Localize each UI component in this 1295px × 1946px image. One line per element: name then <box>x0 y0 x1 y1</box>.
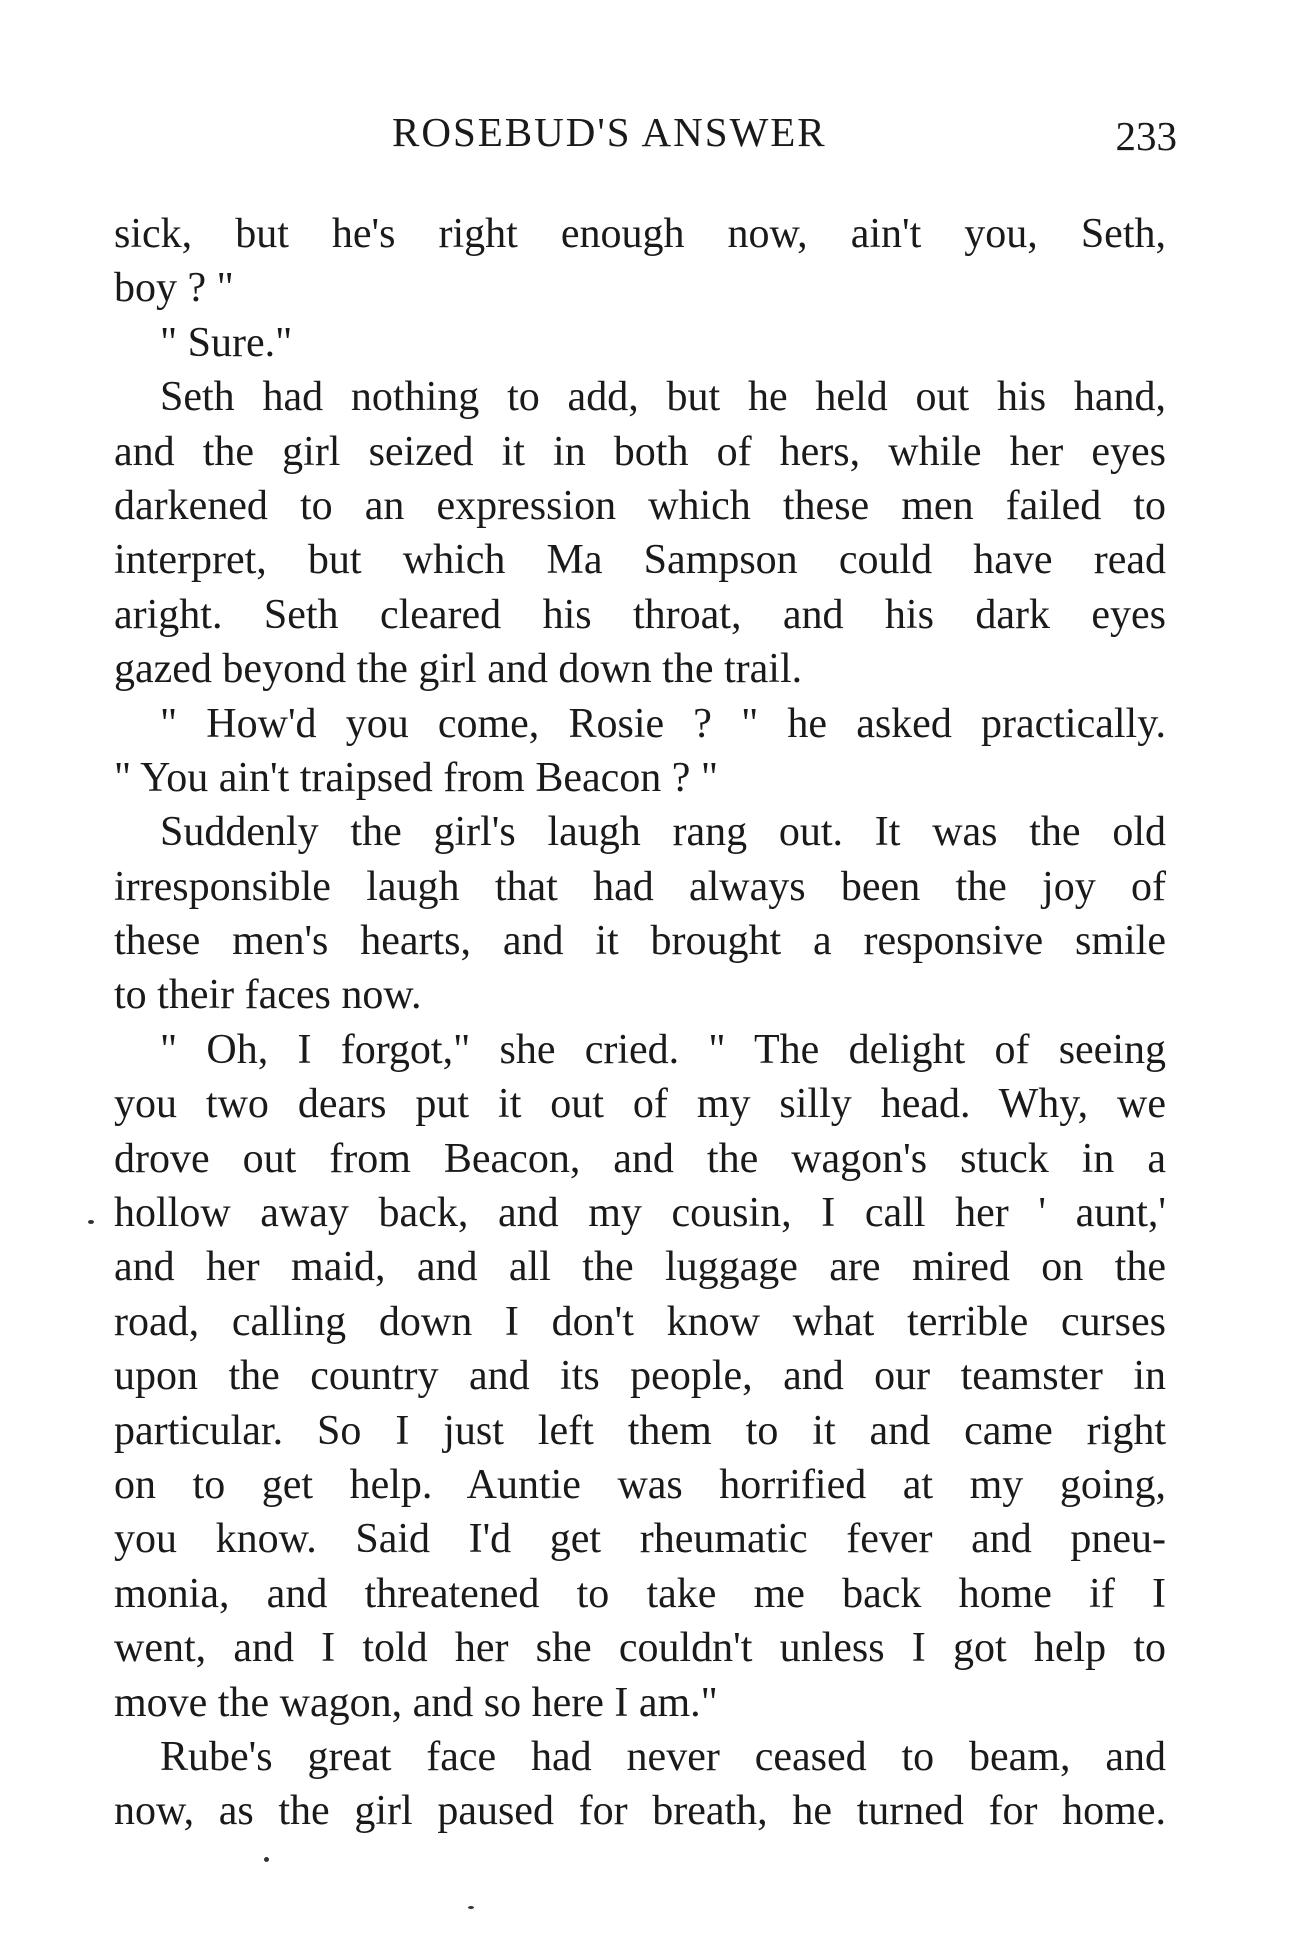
text-line: " Oh, I forgot," she cried. " The delight of seeing <box>160 1026 1166 1073</box>
text-line: upon the country and its people, and our teamster in <box>114 1353 1166 1400</box>
text-line: monia, and threatened to take me back home if I <box>114 1570 1166 1617</box>
text-line: " Sure." <box>160 319 293 366</box>
text-line: to their faces now. <box>114 972 422 1019</box>
text-line: irresponsible laugh that had always been the joy of <box>114 863 1166 910</box>
text-line: boy ? " <box>114 265 234 312</box>
body-text <box>114 207 1166 1839</box>
text-line: on to get help. Auntie was horrified at my going, <box>114 1461 1166 1508</box>
text-line: hollow away back, and my cousin, I call her ' aunt,' <box>114 1190 1166 1237</box>
text-line: move the wagon, and so here I am." <box>114 1679 718 1726</box>
text-line: you two dears put it out of my silly head. Why, we <box>114 1081 1166 1128</box>
text-line: these men's hearts, and it brought a responsive smile <box>114 918 1166 965</box>
text-line: went, and I told her she couldn't unless I got help to <box>114 1625 1166 1672</box>
running-head <box>0 104 1295 160</box>
text-line: and the girl seized it in both of hers, while her eyes <box>114 428 1166 475</box>
text-line: and her maid, and all the luggage are mired on the <box>114 1244 1166 1291</box>
text-line: sick, but he's right enough now, ain't you, Seth, <box>114 211 1166 257</box>
text-line: " How'd you come, Rosie ? " he asked practically. <box>160 700 1166 747</box>
text-line: Suddenly the girl's laugh rang out. It was the old <box>160 809 1166 856</box>
text-line: particular. So I just left them to it and came right <box>114 1407 1166 1454</box>
text-line: " You ain't traipsed from Beacon ? " <box>114 754 719 801</box>
text-line: Rube's great face had never ceased to beam, and <box>160 1733 1166 1780</box>
text-line: Seth had nothing to add, but he held out his hand, <box>160 374 1166 421</box>
text-line: aright. Seth cleared his throat, and his dark eyes <box>114 591 1166 638</box>
scan-speck <box>88 1220 94 1224</box>
page-number: 233 <box>1115 113 1177 159</box>
text-line: drove out from Beacon, and the wagon's stuck in a <box>114 1135 1166 1182</box>
running-title: ROSEBUD'S ANSWER <box>392 109 827 155</box>
scan-speck <box>468 1906 474 1909</box>
text-line: darkened to an expression which these men failed to <box>114 482 1166 529</box>
text-line: road, calling down I don't know what terrible curses <box>114 1298 1166 1345</box>
text-line: now, as the girl paused for breath, he turned for home. <box>114 1788 1166 1835</box>
scan-speck <box>264 1857 269 1862</box>
text-line: interpret, but which Ma Sampson could have read <box>114 537 1166 584</box>
text-line: you know. Said I'd get rheumatic fever and pneu- <box>114 1516 1166 1563</box>
text-line: gazed beyond the girl and down the trail. <box>114 646 803 693</box>
